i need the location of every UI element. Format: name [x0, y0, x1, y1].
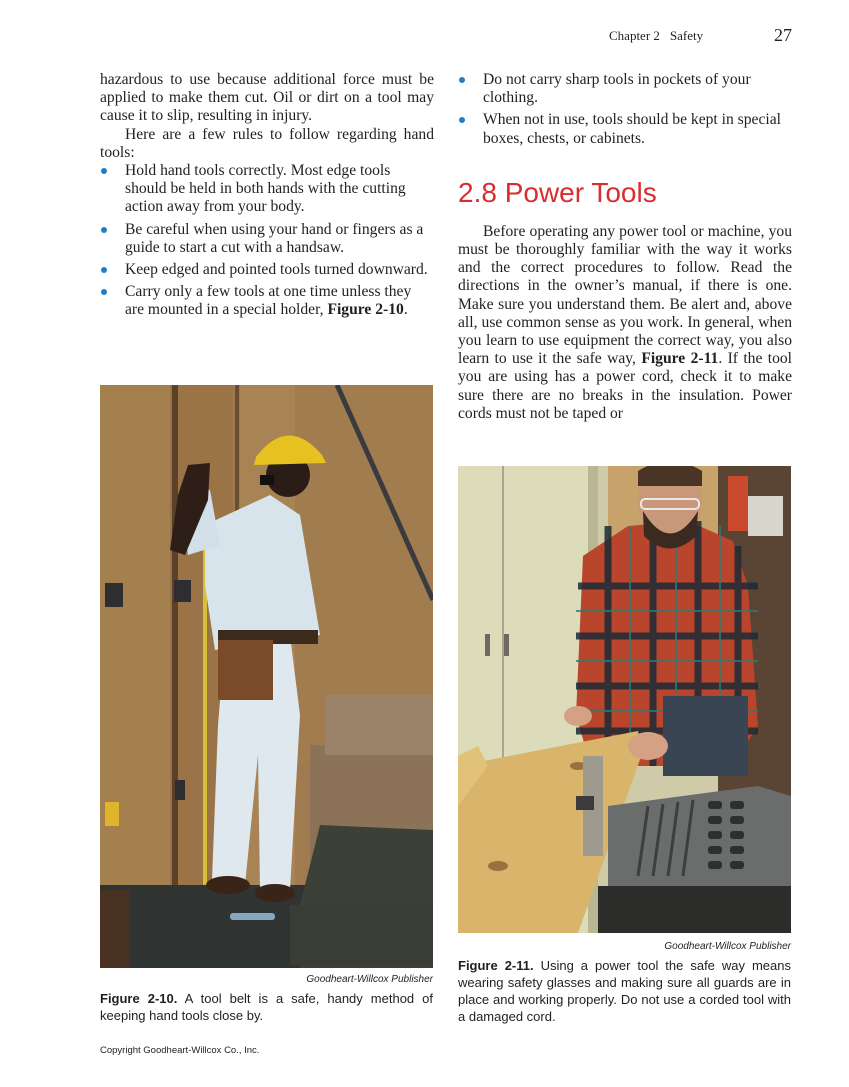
paragraph: Before operating any power tool or machine, you must be thoroughly familiar with the way it works and the correct procedures to follow. Read the directions in the owner’s manual, if there is one. Make sure you understand them. Be alert and, above all, use common sense as you work. In general, when you learn to use equipment the correct way, you also learn to use it the safe way, Figure 2-11. If the tool you are using has a power cord, check it to make sure there are no breaks in the insulation. Power cords must not be taped or [458, 222, 792, 422]
figure-label: Figure 2-11. [458, 958, 534, 973]
chapter-label: Chapter 2 [609, 28, 660, 43]
figure-reference: Figure 2-10 [327, 301, 404, 319]
list-item: Keep edged and pointed tools turned downward. [100, 261, 434, 279]
bullet-icon [101, 267, 107, 273]
list-item: Hold hand tools correctly. Most edge tools should be held in both hands with the cutting action away from your body. [100, 162, 434, 217]
figure-credit: Goodheart-Willcox Publisher [306, 974, 433, 985]
list-item: Do not carry sharp tools in pockets of your clothing. [458, 71, 792, 107]
figure-2-11-photo [458, 466, 791, 933]
figure-caption: Figure 2-10. A tool belt is a safe, handy method of keeping hand tools close by. [100, 991, 434, 1023]
section-label: Safety [669, 28, 704, 43]
figure-caption: Figure 2-11. Using a power tool the safe way means wearing safety glasses and making sure all guards are in place and working properly. Do not use a corded tool with a damaged cord. [458, 958, 791, 1024]
bullet-list [100, 162, 434, 320]
page-number: 27 [774, 25, 792, 45]
figure-label: Figure 2-10. [100, 991, 178, 1006]
paragraph: Here are a few rules to follow regarding hand tools: [100, 125, 434, 161]
list-item: Carry only a few tools at one time unless they are mounted in a special holder, Figure 2-10. [100, 283, 434, 319]
bullet-icon [101, 168, 107, 174]
copyright-footer: Copyright Goodheart-Willcox Co., Inc. [100, 1045, 260, 1056]
bullet-list [458, 71, 792, 148]
left-column [100, 71, 434, 324]
list-item: When not in use, tools should be kept in special boxes, chests, or cabinets. [458, 111, 792, 147]
figure-2-10-photo [100, 385, 433, 968]
figure-credit: Goodheart-Willcox Publisher [664, 941, 791, 952]
section-heading: 2.8 Power Tools [458, 176, 657, 208]
list-item: Be careful when using your hand or fingers as a guide to start a cut with a handsaw. [100, 221, 434, 257]
bullet-icon [101, 227, 107, 233]
figure-reference: Figure 2-11 [641, 350, 719, 368]
right-column [458, 71, 792, 423]
paragraph: hazardous to use because additional force must be applied to make them cut. Oil or dirt on a tool may cause it to slip, resulting in injury. [100, 71, 434, 125]
bullet-icon [459, 117, 465, 123]
bullet-icon [459, 77, 465, 83]
running-header [609, 28, 703, 44]
bullet-icon [101, 289, 107, 295]
